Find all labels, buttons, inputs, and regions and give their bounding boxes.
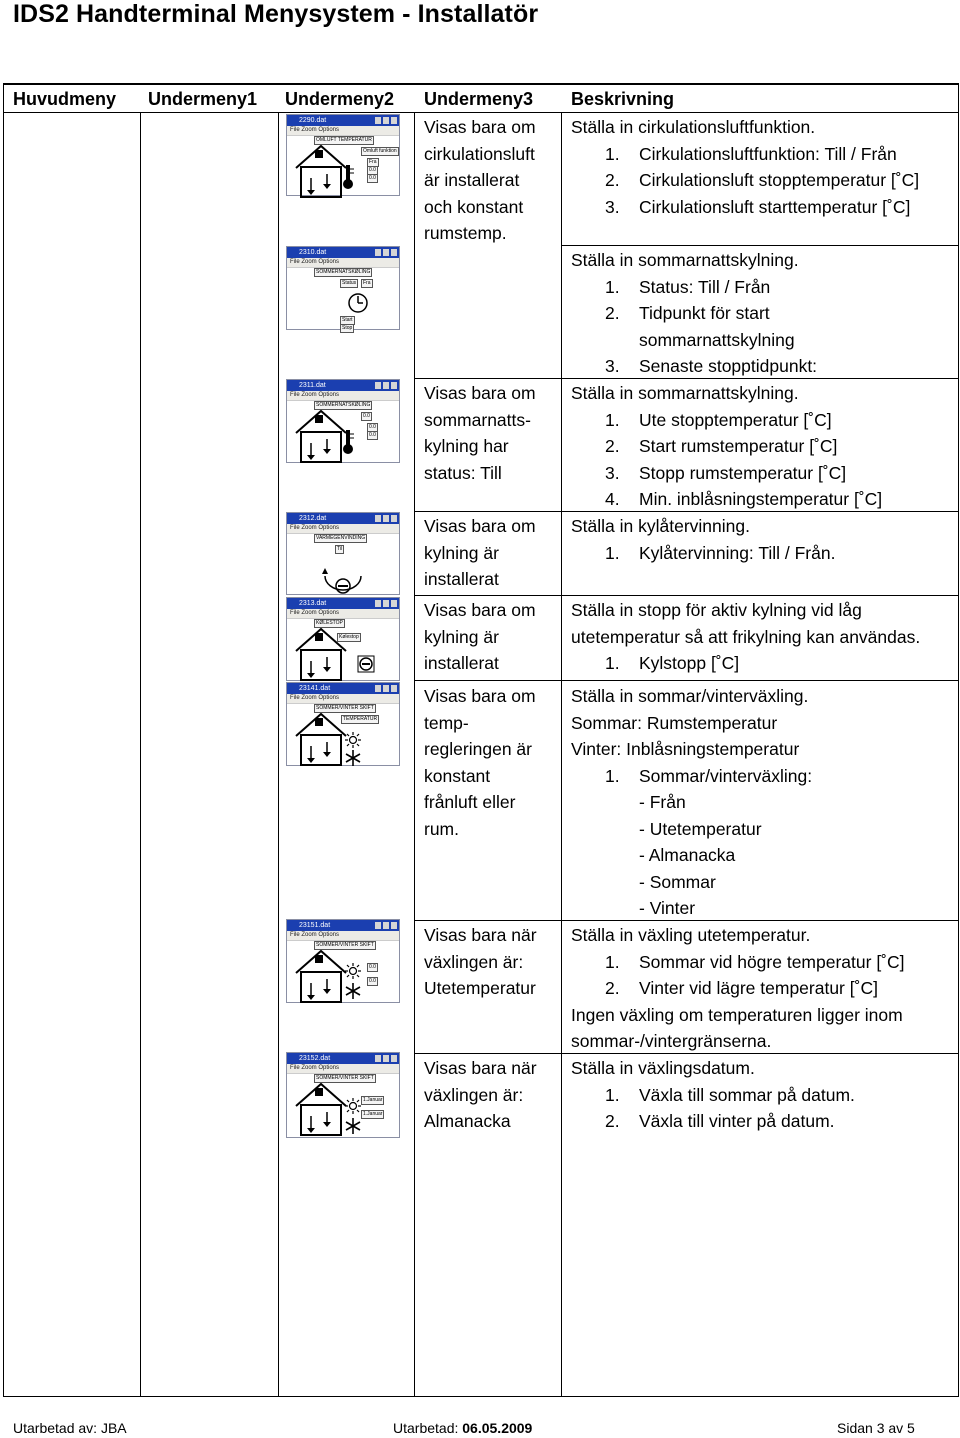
snowflake-icon — [345, 983, 361, 999]
menu-screenshot — [286, 379, 400, 463]
condition-text — [424, 683, 536, 842]
screen-label: Kølestop — [339, 634, 359, 640]
condition-line: installerat — [424, 569, 499, 589]
description-text — [571, 114, 919, 220]
window-menubar: File Zoom Options — [287, 391, 399, 400]
screen-label: Start — [342, 317, 353, 323]
screen-label: 0.0 — [363, 413, 370, 419]
condition-line: cirkulationsluft — [424, 143, 535, 164]
header-undermeny2: Undermeny2 — [285, 89, 395, 109]
window-menubar: File Zoom Options — [287, 1064, 399, 1073]
screen-label: TEMPERATUR — [343, 716, 378, 722]
window-titlebar: 23152.dat — [287, 1053, 399, 1064]
description-item: 1. Kylstopp [˚C] — [605, 653, 740, 673]
description-line: Vinter: Inblåsningstemperatur — [571, 739, 800, 759]
window-menubar: File Zoom Options — [287, 524, 399, 533]
description-item: 2. Tidpunkt för start — [605, 303, 770, 323]
description-item: 2. Vinter vid lägre temperatur [˚C] — [605, 978, 878, 998]
condition-line: Visas bara om — [424, 600, 536, 620]
condition-text — [424, 380, 536, 486]
description-line: Ställa in sommarnattskylning. — [571, 250, 799, 270]
window-menubar: File Zoom Options — [287, 694, 399, 703]
screen-label: VARMEGENVINDING — [316, 535, 366, 541]
row-divider — [561, 245, 958, 246]
description-item: - Sommar — [639, 871, 716, 892]
description-item: 3. Cirkulationsluft starttemperatur [˚C] — [605, 196, 911, 217]
condition-line: och konstant — [424, 196, 524, 217]
condition-line: regleringen är — [424, 739, 532, 759]
window-titlebar: 2310.dat — [287, 247, 399, 258]
condition-text — [424, 597, 536, 677]
screen-label: Til — [337, 546, 343, 552]
description-line: Sommar: Rumstemperatur — [571, 712, 778, 733]
footer-author: Utarbetad av: JBA — [13, 1420, 127, 1436]
condition-line: status: Till — [424, 462, 502, 483]
screen-label: 0.0 — [369, 978, 376, 984]
description-item: 3. Senaste stopptidpunkt: — [605, 356, 818, 376]
window-titlebar: 23141.dat — [287, 683, 399, 694]
sun-icon — [345, 732, 361, 748]
condition-line: Almanacka — [424, 1111, 511, 1131]
screen-label: SOMMERNATSKØLING — [316, 269, 371, 275]
menu-screenshot — [286, 919, 400, 1003]
condition-line: rum. — [424, 818, 459, 839]
description-line: sommar-/vintergränserna. — [571, 1031, 772, 1051]
description-item: 1. Status: Till / Från — [605, 276, 771, 297]
screen-label: Stop — [342, 325, 353, 331]
window-titlebar: 2312.dat — [287, 513, 399, 524]
row-divider — [414, 595, 958, 596]
description-line: Ställa in sommar/vinterväxling. — [571, 686, 809, 706]
condition-text — [424, 1055, 537, 1135]
row-divider — [414, 680, 958, 681]
condition-line: Visas bara om — [424, 686, 536, 706]
condition-line: temp- — [424, 712, 469, 733]
description-item: 3. Stopp rumstemperatur [˚C] — [605, 462, 847, 483]
condition-line: Visas bara när — [424, 1058, 537, 1078]
screen-label: 0.0 — [369, 175, 376, 181]
description-text — [571, 513, 835, 566]
description-item: - Från — [639, 792, 686, 812]
description-item: 4. Min. inblåsningstemperatur [˚C] — [605, 489, 883, 509]
description-text — [571, 922, 905, 1055]
description-item: - Vinter — [639, 898, 696, 918]
screen-label: 0.0 — [369, 424, 376, 430]
condition-line: Visas bara om — [424, 383, 536, 403]
description-item: 1. Ute stopptemperatur [˚C] — [605, 409, 832, 430]
window-menubar: File Zoom Options — [287, 258, 399, 267]
screen-label: SOMMER/VINTER SKIFT — [316, 1075, 374, 1081]
condition-line: växlingen är: — [424, 1084, 524, 1105]
menu-screenshot — [286, 682, 400, 766]
condition-text — [424, 922, 537, 1002]
house-icon — [291, 623, 361, 683]
window-titlebar: 2290.dat — [287, 115, 399, 126]
condition-line: växlingen är: — [424, 951, 524, 972]
description-item: 2. Start rumstemperatur [˚C] — [605, 436, 838, 456]
window-titlebar: 23151.dat — [287, 920, 399, 931]
screen-label: Status — [342, 280, 357, 286]
description-item: 1. Sommar vid högre temperatur [˚C] — [605, 951, 905, 972]
page-title: IDS2 Handterminal Menysystem - Installatör — [13, 0, 539, 28]
description-item: - Almanacka — [639, 845, 736, 865]
menu-screenshot — [286, 1052, 400, 1138]
description-line: Ställa in cirkulationsluftfunktion. — [571, 117, 816, 137]
menu-screenshot — [286, 597, 400, 681]
table-border-top — [3, 83, 959, 85]
description-item: - Utetemperatur — [639, 818, 762, 839]
condition-line: kylning har — [424, 436, 509, 456]
description-line: Ställa in växling utetemperatur. — [571, 925, 811, 945]
sun-icon — [345, 963, 361, 979]
screen-label: SOMMER/VINTER SKIFT — [316, 705, 374, 711]
description-line: Ställa in kylåtervinning. — [571, 516, 750, 536]
thermometer-icon — [341, 429, 355, 455]
window-titlebar: 2313.dat — [287, 598, 399, 609]
description-text — [571, 380, 882, 513]
description-text — [571, 683, 812, 922]
screen-label: KØLESTOP — [316, 620, 343, 626]
screen-label: 1.Januar — [363, 1097, 383, 1103]
snowflake-icon — [345, 1118, 361, 1134]
header-beskrivning: Beskrivning — [571, 89, 675, 109]
condition-line: Visas bara om — [424, 117, 536, 137]
table-border-right — [958, 84, 959, 1396]
condition-line: sommarnatts- — [424, 409, 531, 430]
screen-label: SOMMERNATSKØLING — [316, 402, 371, 408]
description-line: Ställa in stopp för aktiv kylning vid låg — [571, 600, 862, 620]
menu-screenshot — [286, 246, 400, 330]
header-huvudmeny: Huvudmeny — [13, 89, 117, 109]
footer-page: Sidan 3 av 5 — [837, 1420, 915, 1436]
condition-line: konstant — [424, 765, 491, 786]
screen-label: SOMMER/VINTER SKIFT — [316, 942, 374, 948]
header-undermeny1: Undermeny1 — [148, 89, 258, 109]
description-item: 1. Växla till sommar på datum. — [605, 1084, 855, 1105]
condition-line: kylning är — [424, 626, 499, 647]
menu-screenshot — [286, 114, 400, 196]
condition-line: rumstemp. — [424, 223, 507, 243]
screen-label: 0.0 — [369, 167, 376, 173]
screen-label: Omluft funktion — [363, 148, 397, 154]
table-border-left — [3, 84, 4, 1396]
table-border-bottom — [3, 1396, 959, 1397]
col-divider-1 — [140, 112, 141, 1396]
window-menubar: File Zoom Options — [287, 126, 399, 135]
condition-line: Utetemperatur — [424, 978, 536, 998]
condition-line: är installerat — [424, 170, 520, 190]
description-line: utetemperatur så att frikylning kan användas. — [571, 626, 921, 647]
footer-date: Utarbetad: 06.05.2009 — [393, 1420, 533, 1436]
snowflake-icon — [345, 750, 361, 766]
description-item: sommarnattskylning — [639, 329, 795, 350]
description-text — [571, 247, 817, 380]
stop-icon — [357, 655, 375, 673]
condition-text — [424, 513, 536, 593]
screen-label: OMLUFT TEMPERATUR — [316, 137, 372, 143]
description-item: 2. Cirkulationsluft stopptemperatur [˚C] — [605, 170, 920, 190]
table-header-divider — [3, 112, 959, 113]
description-text — [571, 1055, 855, 1135]
description-item: 1. Sommar/vinterväxling: — [605, 765, 813, 786]
condition-text — [424, 114, 536, 247]
clock-icon — [347, 292, 369, 314]
description-line: Ställa in sommarnattskylning. — [571, 383, 799, 403]
screen-label: 0.0 — [369, 964, 376, 970]
description-item: 1. Cirkulationsluftfunktion: Till / Från — [605, 143, 897, 164]
description-text — [571, 597, 920, 677]
screen-label: Fra — [363, 280, 371, 286]
window-titlebar: 2311.dat — [287, 380, 399, 391]
window-menubar: File Zoom Options — [287, 931, 399, 940]
description-item: 2. Växla till vinter på datum. — [605, 1111, 835, 1131]
col-divider-4 — [561, 112, 562, 1396]
condition-line: Visas bara om — [424, 516, 536, 536]
screen-label: 1.Januar — [363, 1111, 383, 1117]
col-divider-3 — [414, 112, 415, 1396]
window-menubar: File Zoom Options — [287, 609, 399, 618]
description-line: Ingen växling om temperaturen ligger inom — [571, 1004, 903, 1025]
screen-label: 0.0 — [369, 432, 376, 438]
sun-icon — [345, 1098, 361, 1114]
condition-line: kylning är — [424, 542, 499, 563]
menu-screenshot — [286, 512, 400, 595]
condition-line: frånluft eller — [424, 792, 516, 812]
description-line: Ställa in växlingsdatum. — [571, 1058, 755, 1078]
condition-line: Visas bara när — [424, 925, 537, 945]
col-divider-2 — [278, 112, 279, 1396]
description-item: 1. Kylåtervinning: Till / Från. — [605, 542, 836, 563]
screen-label: Fra — [369, 159, 377, 165]
thermometer-icon — [341, 164, 355, 190]
header-undermeny3: Undermeny3 — [424, 89, 534, 109]
condition-line: installerat — [424, 653, 499, 673]
